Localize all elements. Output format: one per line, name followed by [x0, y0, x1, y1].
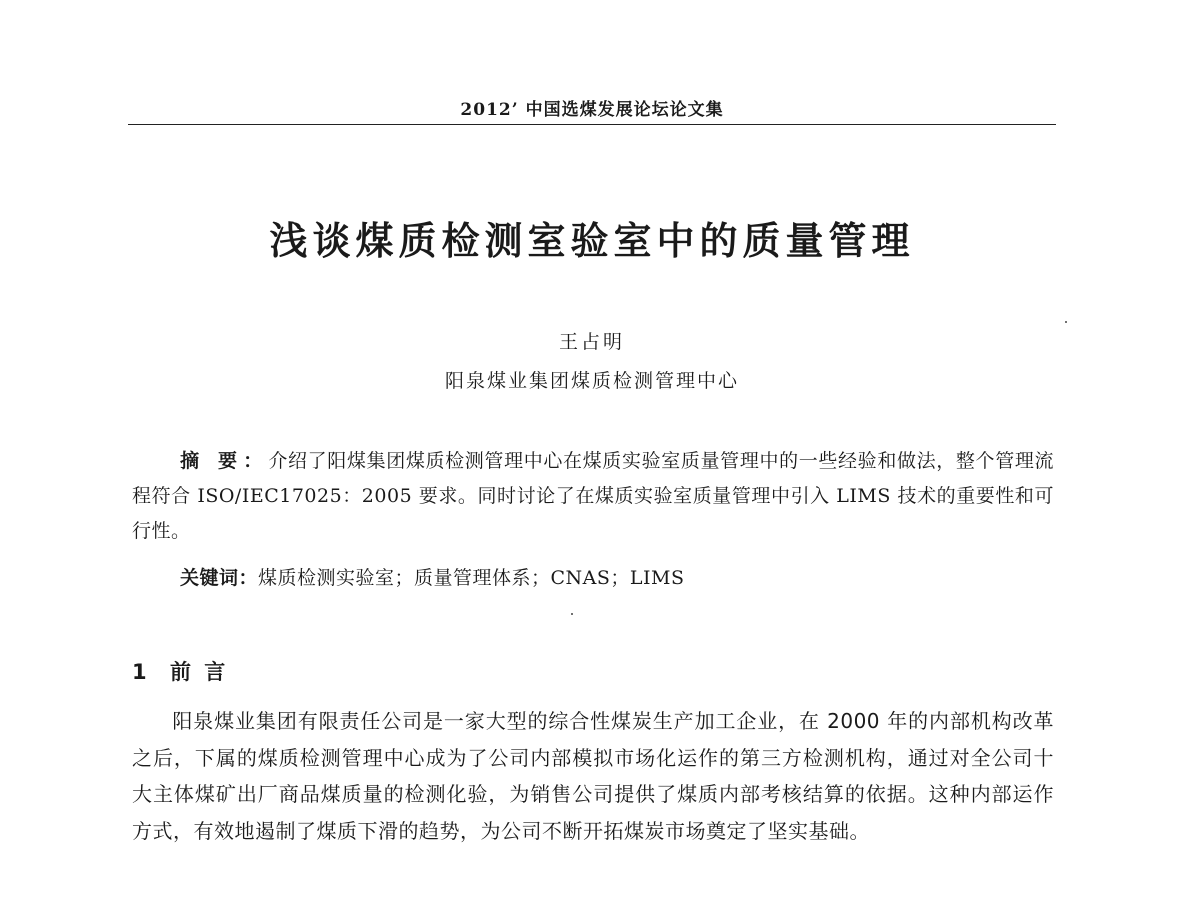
section-paragraph	[132, 703, 1054, 849]
abstract-text: 介绍了阳煤集团煤质检测管理中心在煤质实验室质量管理中的一些经验和做法，整个管理流程符合 ISO/IEC17025：2005 要求。同时讨论了在煤质实验室质量管理中引入 LIMS 技术的重要性和可行性。	[132, 450, 1054, 542]
keywords	[180, 563, 1054, 590]
header-divider	[128, 124, 1056, 125]
section-title: 前 言	[170, 660, 229, 684]
scan-speck	[571, 613, 573, 615]
author-affiliation: 阳泉煤业集团煤质检测管理中心	[444, 370, 739, 392]
keywords-label: 关键词：	[180, 567, 259, 589]
section-number: 1	[132, 660, 150, 684]
paragraph-text: 阳泉煤业集团有限责任公司是一家大型的综合性煤炭生产加工企业，在 2000 年的内部机构改革之后，下属的煤质检测管理中心成为了公司内部模拟市场化运作的第三方检测机构，通过对全公司十大主体煤矿出厂商品煤质量的检测化验，为销售公司提供了煤质内部考核结算的依据。这种内部运作方式，有效地遏制了煤质下滑的趋势，为公司不断开拓煤炭市场奠定了坚实基础。	[132, 709, 1054, 843]
article-title: 浅谈煤质检测室验室中的质量管理	[269, 218, 915, 263]
running-header: 2012’ 中国选煤发展论坛论文集	[460, 100, 724, 120]
keywords-text: 煤质检测实验室；质量管理体系；CNAS；LIMS	[258, 567, 685, 589]
abstract-label: 摘 要：	[180, 450, 269, 472]
section-heading	[132, 656, 228, 686]
scan-speck	[1065, 321, 1067, 323]
author-name: 王占明	[558, 331, 625, 353]
abstract	[132, 444, 1054, 549]
